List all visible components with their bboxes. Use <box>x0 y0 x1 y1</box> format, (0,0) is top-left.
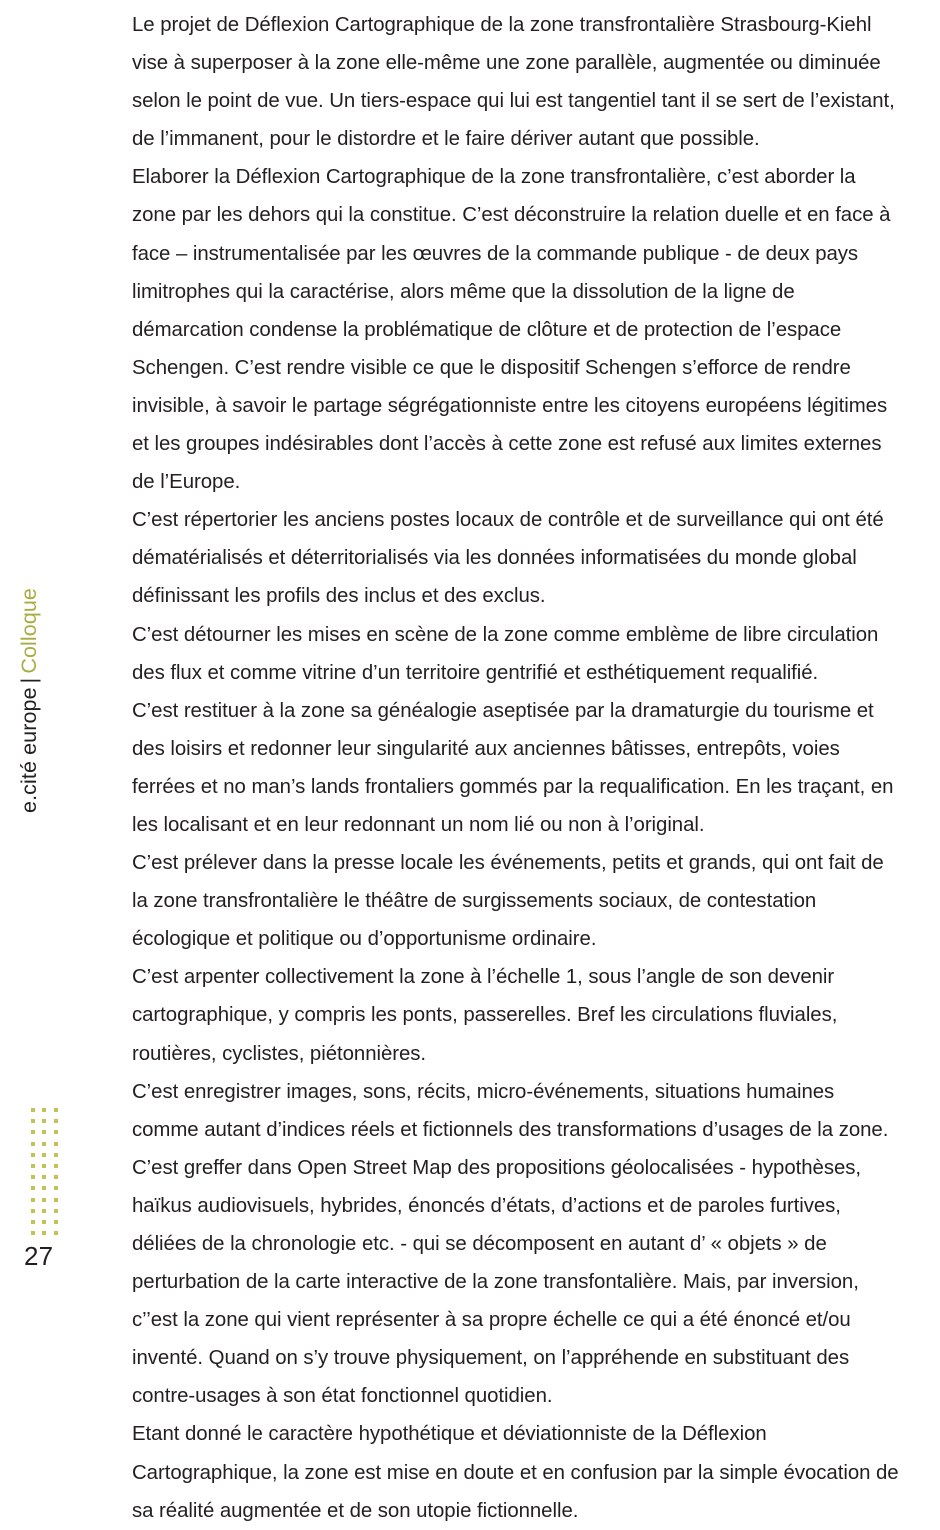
grid-dot-icon <box>42 1209 46 1213</box>
grid-dot-icon <box>42 1119 46 1123</box>
grid-dot-icon <box>31 1209 35 1213</box>
body-paragraph: C’est enregistrer images, sons, récits, micro-événements, situations humaines comme autant d’indices réels et fictionnels des transformations d’usages de la zone. <box>132 1080 889 1141</box>
grid-dot-icon <box>54 1186 58 1190</box>
body-text-column <box>132 0 902 1530</box>
page-number: 27 <box>24 1241 54 1271</box>
body-paragraph: C’est restituer à la zone sa généalogie aseptisée par la dramaturgie du tourisme et des loisirs et redonner leur singularité aux anciennes bâtisses, entrepôts, voies ferrées et no man’s lands frontaliers gommés par la requalification. En les traçant, en les localisant et en leur redonnant un nom lié ou non à l’original. <box>132 699 894 836</box>
brand-accent-text: Colloque <box>17 588 42 674</box>
grid-dot-icon <box>42 1108 46 1112</box>
decorative-dot-grid <box>31 1108 65 1232</box>
grid-dot-icon <box>31 1220 35 1224</box>
body-paragraph: Elaborer la Déflexion Cartographique de la zone transfrontalière, c’est aborder la zone par les dehors qui la constitue. C’est déconstruire la relation duelle et en face à face – instrumentalisée par les œuvres de la commande publique - de deux pays limitrophes qui la caractérise, alors même que la dissolution de la ligne de démarcation condense la problématique de clôture et de protection de l’espace Schengen. C’est rendre visible ce que le dispositif Schengen s’efforce de rendre invisible, à savoir le partage ségrégationniste entre les citoyens européens légitimes et les groupes indésirables dont l’accès à cette zone est refusé aux limites externes de l’Europe. <box>132 166 891 494</box>
grid-dot-icon <box>54 1231 58 1235</box>
grid-dot-icon <box>42 1220 46 1224</box>
left-margin-rail <box>0 0 132 1403</box>
grid-dot-icon <box>42 1186 46 1190</box>
grid-dot-icon <box>54 1153 58 1157</box>
body-paragraph: C’est détourner les mises en scène de la zone comme emblème de libre circulation des flux et comme vitrine d’un territoire gentrifié et esthétiquement requalifié. <box>132 623 879 684</box>
grid-dot-icon <box>31 1231 35 1235</box>
grid-dot-icon <box>54 1198 58 1202</box>
grid-dot-icon <box>42 1130 46 1134</box>
body-paragraph: C’est répertorier les anciens postes locaux de contrôle et de surveillance qui ont été dématérialisés et déterritorialisés via les données informatisées du monde global définissant les profils des inclus et des exclus. <box>132 509 884 608</box>
grid-dot-icon <box>31 1142 35 1146</box>
grid-dot-icon <box>54 1142 58 1146</box>
grid-dot-icon <box>31 1198 35 1202</box>
grid-dot-icon <box>42 1175 46 1179</box>
grid-dot-icon <box>54 1164 58 1168</box>
grid-dot-icon <box>31 1164 35 1168</box>
grid-dot-icon <box>42 1164 46 1168</box>
body-paragraph: C’est prélever dans la presse locale les événements, petits et grands, qui ont fait de la zone transfrontalière le théâtre de surgissements sociaux, de contestation écologique et politique ou d’opportunisme ordinaire. <box>132 852 884 951</box>
vertical-brand-label <box>8 588 52 1008</box>
grid-dot-icon <box>54 1209 58 1213</box>
grid-dot-icon <box>31 1108 35 1112</box>
body-paragraph: C’est greffer dans Open Street Map des propositions géolocalisées - hypothèses, haïkus audiovisuels, hybrides, énoncés d’états, d’actions et de paroles furtives, déliées de la chronologie etc. - qui se décomposent en autant d’ « objets » de perturbation de la carte interactive de la zone transfontalière. Mais, par inversion, c’’est la zone qui vient représenter à sa propre échelle ce qui a été énoncé et/ou inventé. Quand on s’y trouve physiquement, on l’appréhende en substituant des contre-usages à son état fonctionnel quotidien. <box>132 1156 862 1408</box>
body-paragraph: Etant donné le caractère hypothétique et déviationniste de la Déflexion Cartographique, la zone est mise en doute et en confusion par la simple évocation de sa réalité augmentée et de son utopie fictionnelle. <box>132 1423 899 1522</box>
grid-dot-icon <box>31 1186 35 1190</box>
grid-dot-icon <box>31 1130 35 1134</box>
grid-dot-icon <box>54 1220 58 1224</box>
grid-dot-icon <box>54 1108 58 1112</box>
grid-dot-icon <box>54 1119 58 1123</box>
grid-dot-icon <box>42 1142 46 1146</box>
grid-dot-icon <box>31 1175 35 1179</box>
body-paragraph: Le projet de Déflexion Cartographique de la zone transfrontalière Strasbourg-Kiehl vise à superposer à la zone elle-même une zone parallèle, augmentée ou diminuée selon le point de vue. Un tiers-espace qui lui est tangentiel tant il se sert de l’existant, de l’immanent, pour le distordre et le faire dériver autant que possible. <box>132 14 895 151</box>
brand-separator: | <box>17 677 42 684</box>
grid-dot-icon <box>42 1198 46 1202</box>
grid-dot-icon <box>42 1153 46 1157</box>
brand-primary-text: e.cité europe <box>17 687 42 813</box>
body-paragraph: C’est arpenter collectivement la zone à l’échelle 1, sous l’angle de son devenir cartographique, y compris les ponts, passerelles. Bref les circulations fluviales, routières, cyclistes, piétonnières. <box>132 966 838 1065</box>
grid-dot-icon <box>54 1130 58 1134</box>
grid-dot-icon <box>31 1119 35 1123</box>
grid-dot-icon <box>42 1231 46 1235</box>
grid-dot-icon <box>31 1153 35 1157</box>
grid-dot-icon <box>54 1175 58 1179</box>
